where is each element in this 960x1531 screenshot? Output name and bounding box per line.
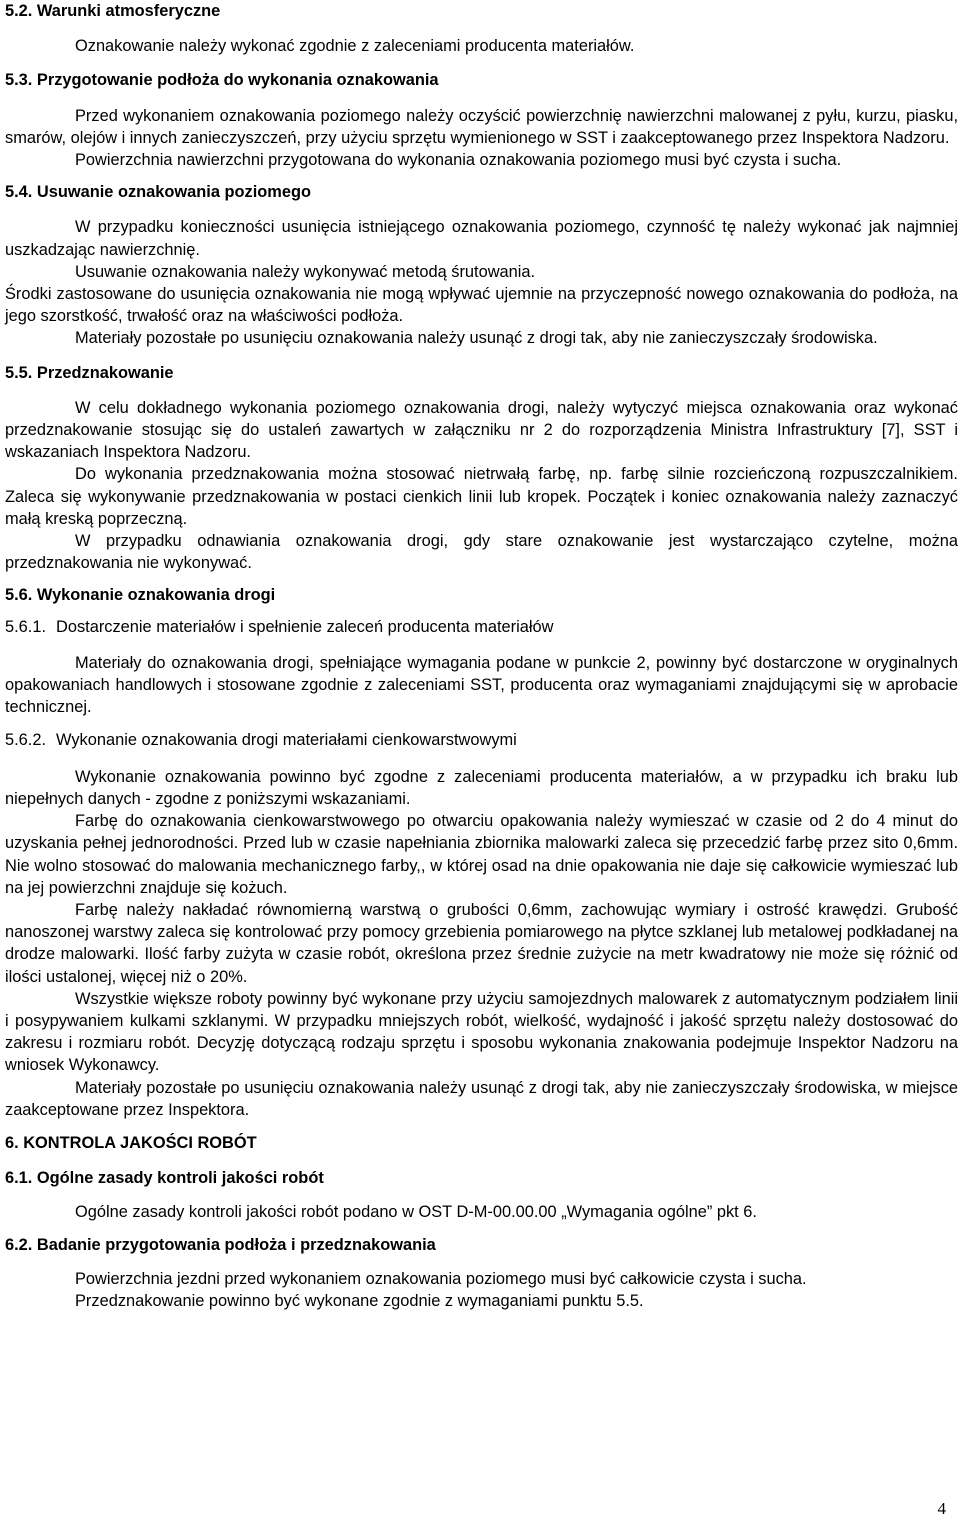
subheading-5-6-1 [5,616,958,638]
heading-5-2: 5.2. Warunki atmosferyczne [5,2,221,20]
heading-6-1: 6.1. Ogólne zasady kontroli jakości robót [5,1169,324,1188]
paragraph-5-3-2: Powierzchnia nawierzchni przygotowana do wykonania oznakowania poziomego musi być czysta i sucha. [75,151,842,170]
page-number: 4 [937,1499,946,1518]
heading-6: 6. KONTROLA JAKOŚCI ROBÓT [5,1133,257,1152]
paragraph-5-3-1: Przed wykonaniem oznakowania poziomego należy oczyścić powierzchnię nawierzchni malowanej z pyłu, kurzu, piasku, smarów, olejów i innych zanieczyszczeń, przy użyciu sprzętu wymienionego w SST i zaakceptowanego przez Inspektora Nadzoru. [5,106,958,147]
heading-6-2: 6.2. Badanie przygotowania podłoża i przedznakowania [5,1235,436,1254]
paragraph-5-6-2-3: Farbę należy nakładać równomierną warstwą o grubości 0,6mm, zachowując wymiary i ostrość krawędzi. Grubość nanoszonej warstwy zaleca się kontrolować przy pomocy grzebienia pomiarowego na płytce szklanej lub metalowej podkładanej na drodze malowarki. Ilość farby zużyta w czasie robót, określona przez średnie zużycie na metr kwadratowy nie może się różnić od ilości ustalonej, więcej niż o 20%. [5,900,958,986]
heading-5-5: 5.5. Przedznakowanie [5,363,174,382]
paragraph-6-2-2: Przedznakowanie powinno być wykonane zgodnie z wymaganiami punktu 5.5. [75,1291,644,1310]
heading-5-4: 5.4. Usuwanie oznakowania poziomego [5,183,312,202]
subheading-5-6-2-title: Wykonanie oznakowania drogi materiałami cienkowarstwowymi [56,731,517,750]
paragraph-5-4-2: Usuwanie oznakowania należy wykonywać metodą śrutowania. [75,262,536,281]
paragraph-5-4-3: Środki zastosowane do usunięcia oznakowania nie mogą wpływać ujemnie na przyczepność nowego oznakowania do podłoża, na jego szorstkość, trwałość oraz na właściwości podłoża. [5,285,958,326]
paragraph-5-5-2: Do wykonania przedznakowania można stosować nietrwałą farbę, np. farbę silnie rozcieńczoną rozpuszczalnikiem. Zaleca się wykonywanie przedznakowania w postaci cienkich linii lub kropek. Początek i koniec oznakowania należy zaznaczyć małą kreską poprzeczną. [5,465,958,528]
subheading-5-6-1-title: Dostarczenie materiałów i spełnienie zaleceń producenta materiałów [56,617,554,636]
paragraph-5-4-4: Materiały pozostałe po usunięciu oznakowania należy usunąć z drogi tak, aby nie zanieczyszczały środowiska. [75,329,878,348]
paragraph-6-1-1: Ogólne zasady kontroli jakości robót podano w OST D-M-00.00.00 „Wymagania ogólne” pkt 6. [75,1203,757,1222]
subheading-5-6-2 [5,729,958,751]
paragraph-5-6-1-1: Materiały do oznakowania drogi, spełniające wymagania podane w punkcie 2, powinny być dostarczone w oryginalnych opakowaniach handlowych i stosowane zgodnie z zaleceniami SST, producenta oraz wymaganiami znajdującymi się w aprobacie technicznej. [5,653,958,717]
paragraph-5-4-1: W przypadku konieczności usunięcia istniejącego oznakowania poziomego, czynność tę należy wykonać jak najmniej uszkadzając nawierzchnię. [5,218,958,259]
paragraph-5-6-2-1: Wykonanie oznakowania powinno być zgodne z zaleceniami producenta materiałów, a w przypadku ich braku lub niepełnych danych - zgodne z poniższymi wskazaniami. [5,767,958,808]
paragraph-5-5-3: W przypadku odnawiania oznakowania drogi, gdy stare oznakowanie jest wystarczająco czytelne, można przedznakowania nie wykonywać. [5,532,958,573]
heading-5-6: 5.6. Wykonanie oznakowania drogi [5,586,276,605]
paragraph-5-6-2-5: Materiały pozostałe po usunięciu oznakowania należy usunąć z drogi tak, aby nie zanieczyszczały środowiska, w miejsce zaakceptowane przez Inspektora. [5,1078,958,1119]
heading-5-3: 5.3. Przygotowanie podłoża do wykonania oznakowania [5,71,439,90]
paragraph-5-5-1: W celu dokładnego wykonania poziomego oznakowania drogi, należy wytyczyć miejsca oznakowania oraz wykonać przedznakowanie stosując się do ustaleń zawartych w załączniku nr 2 do rozporządzenia Ministra Infrastruktury [7], SST i wskazaniach Inspektora Nadzoru. [5,398,958,462]
paragraph-5-2-1: Oznakowanie należy wykonać zgodnie z zaleceniami producenta materiałów. [75,37,635,56]
subheading-5-6-1-number: 5.6.1. [5,617,47,636]
paragraph-6-2-1: Powierzchnia jezdni przed wykonaniem oznakowania poziomego musi być całkowicie czysta i sucha. [75,1269,807,1288]
paragraph-5-6-2-2: Farbę do oznakowania cienkowarstwowego po otwarciu opakowania należy wymieszać w czasie od 2 do 4 minut do uzyskania pełnej jednorodności. Przed lub w czasie napełniania zbiornika malowarki zaleca się przecedzić farbę przez sito 0,6mm. Nie wolno stosować do malowania mechanicznego farby,, w której osad na dnie opakowania nie daje się całkowicie wymieszać lub na jej powierzchni znajduje się kożuch. [5,812,958,897]
subheading-5-6-2-number: 5.6.2. [5,731,47,750]
paragraph-5-6-2-4: Wszystkie większe roboty powinny być wykonane przy użyciu samojezdnych malowarek z automatycznym podziałem linii i posypywaniem kulkami szklanymi. W przypadku mniejszych robót, wielkość, wydajność i jakość sprzętu należy dostosować do zakresu i rozmiaru robót. Decyzję dotyczącą rodzaju sprzętu i sposobu wykonania znakowania podejmuje Inspektor Nadzoru na wniosek Wykonawcy. [5,989,958,1075]
